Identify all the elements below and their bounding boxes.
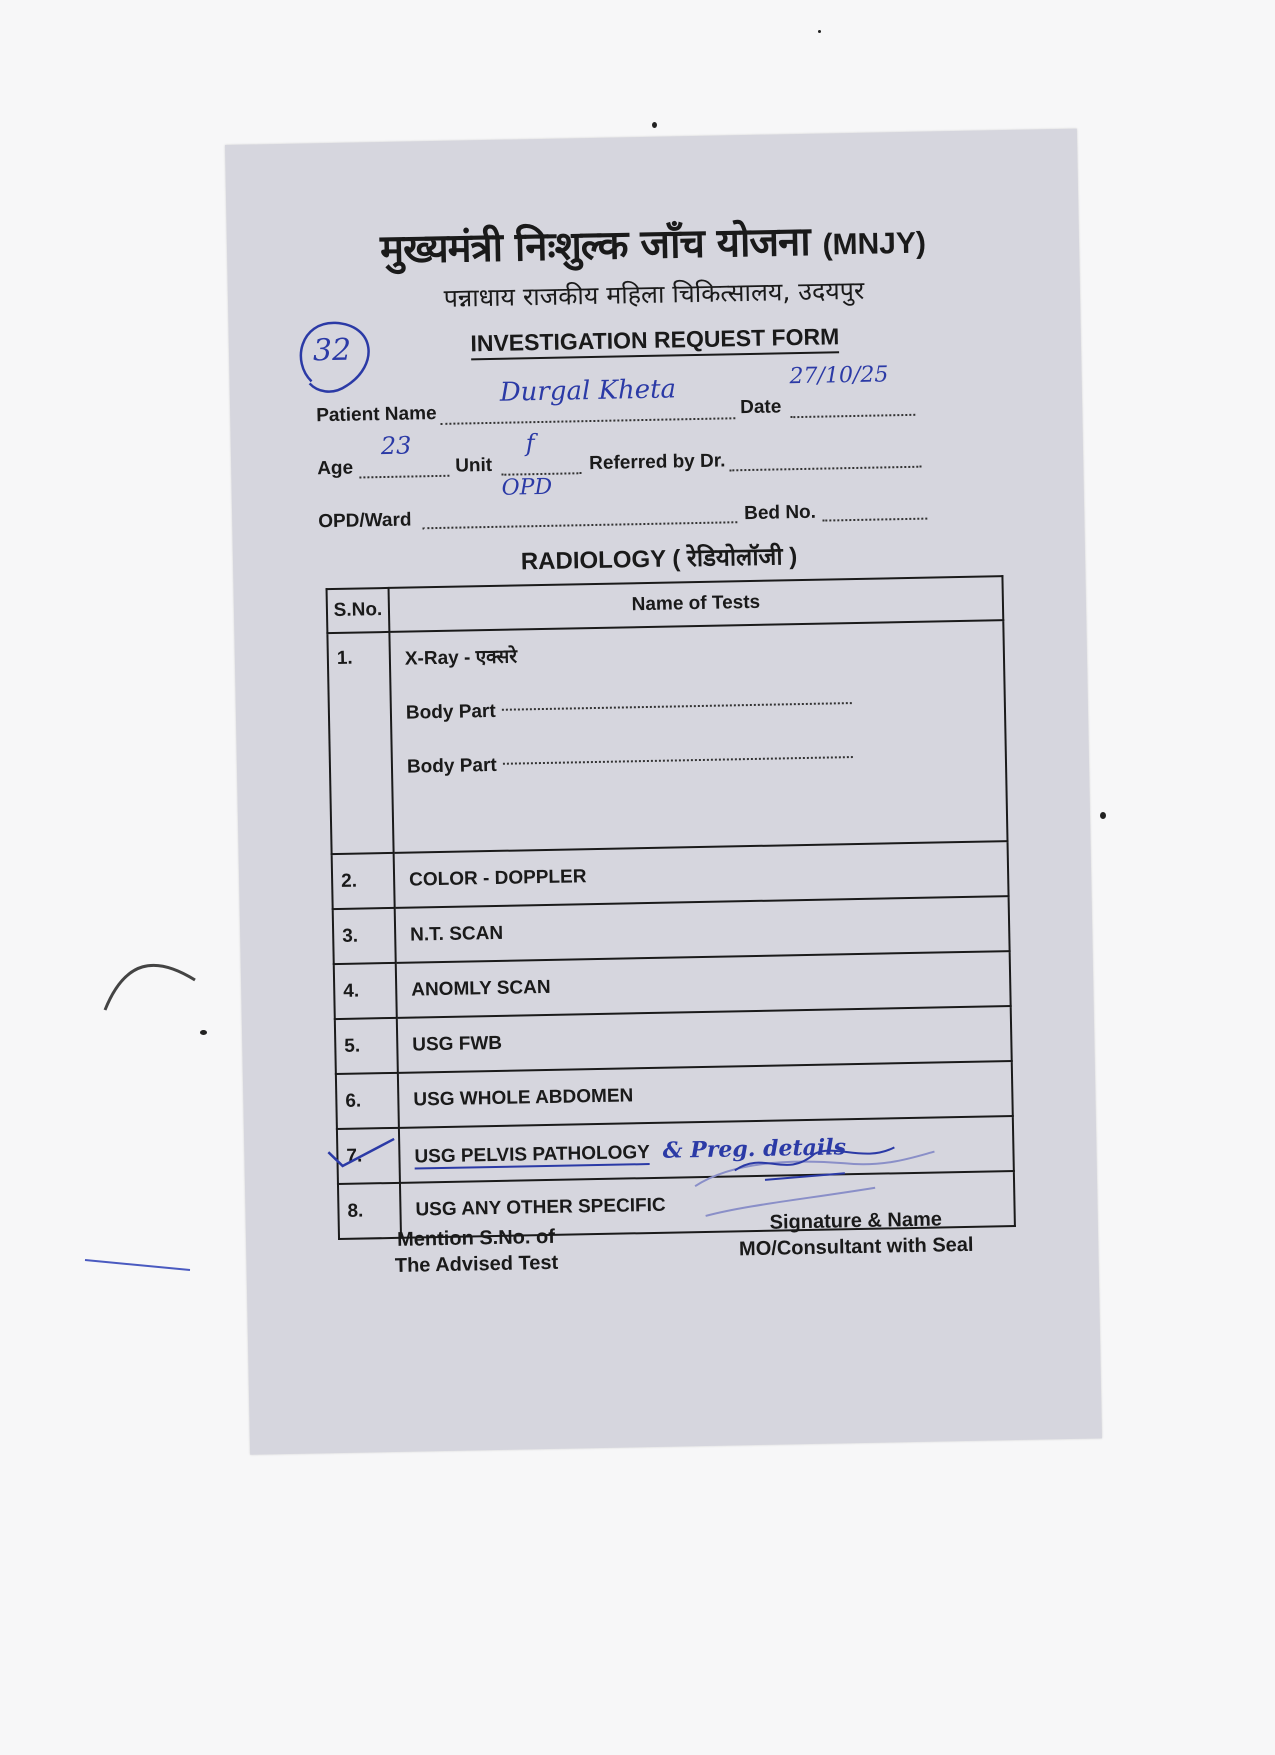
pen-stray-line [80,1240,200,1280]
date-label: Date [739,396,782,419]
checkmark-icon [324,1133,405,1175]
row-test-name-text: USG PELVIS PATHOLOGY [414,1141,650,1168]
footer-mention-sno [386,1224,567,1279]
row-sno: 2. [332,853,395,909]
row-sno: 5. [335,1018,398,1074]
row-test-name: USG WHOLE ABDOMEN [398,1061,1013,1128]
row-sno: 6. [336,1073,399,1129]
row-handwritten-note: & Preg. details [662,1133,847,1164]
circled-number-value: 32 [312,332,352,369]
row-sno [337,1128,400,1184]
row-test-name: USG FWB [397,1006,1012,1073]
bed-no-label: Bed No. [743,501,817,525]
hospital-name: पन्नाधाय राजकीय महिला चिकित्सालय, उदयपुर [443,275,865,313]
body-part-2-label: Body Part [406,754,497,778]
unit-label: Unit [455,454,493,477]
form-title-text: INVESTIGATION REQUEST FORM [470,323,839,360]
body-part-2-line [503,756,853,765]
row-sno: 8. [338,1183,401,1239]
scan-speck [652,122,657,128]
opd-ward-value: OPD [501,474,553,501]
row-test-name: ANOMLY SCAN [396,951,1011,1018]
xray-cell [389,620,1007,853]
date-line [790,414,915,418]
age-label: Age [317,457,354,480]
body-part-2 [406,729,991,794]
xray-sno [327,632,393,854]
body-part-1-label: Body Part [405,700,496,724]
age-line [359,475,449,479]
scheme-title [226,207,1079,278]
row-sno: 4. [334,963,397,1019]
scheme-title-hindi: मुख्यमंत्री निःशुल्क जाँच योजना [379,218,811,274]
table-row-xray [327,620,1007,854]
row-test-name: N.T. SCAN [395,896,1010,963]
xray-sno-value: 1. [336,647,353,669]
circled-number-annotation [290,310,382,402]
scan-mark [95,950,205,1040]
row-test-name: USG ANY OTHER SPECIFIC [400,1171,1015,1238]
patient-name-label: Patient Name [316,402,437,427]
opd-ward-line [422,521,737,529]
date-value: 27/10/25 [789,362,889,390]
patient-name-value: Durgal Kheta [499,374,677,408]
footer-right-line2: MO/Consultant with Seal [738,1233,974,1261]
unit-value: f [525,429,535,458]
referred-by-line [729,466,921,472]
col-sno-header: S.No. [327,588,390,633]
bed-no-line [822,518,927,522]
opd-ward-label: OPD/Ward [318,509,412,533]
scheme-abbreviation: (MNJY) [822,226,927,262]
age-value: 23 [380,431,412,461]
footer-left-line1: Mention S.No. of [396,1225,556,1251]
referred-by-label: Referred by Dr. [588,450,726,475]
xray-label-text: X-Ray - एक्सरे [404,646,518,670]
footer-left-line2: The Advised Test [394,1251,559,1277]
footer-right-line1: Signature & Name [769,1208,943,1234]
row-test-name: COLOR - DOPPLER [394,841,1009,908]
footer-signature [716,1205,997,1262]
investigation-request-form [225,129,1102,1455]
row-sno: 3. [333,908,396,964]
row-sno-value: 7. [346,1145,363,1167]
patient-name-line [440,417,735,425]
col-name-header: Name of Tests [389,576,1004,632]
radiology-section-title: RADIOLOGY ( रेडियोलॉजी ) [520,543,798,576]
body-part-1-line [502,702,852,711]
scan-speck [1100,812,1106,819]
scan-speck [818,30,821,33]
